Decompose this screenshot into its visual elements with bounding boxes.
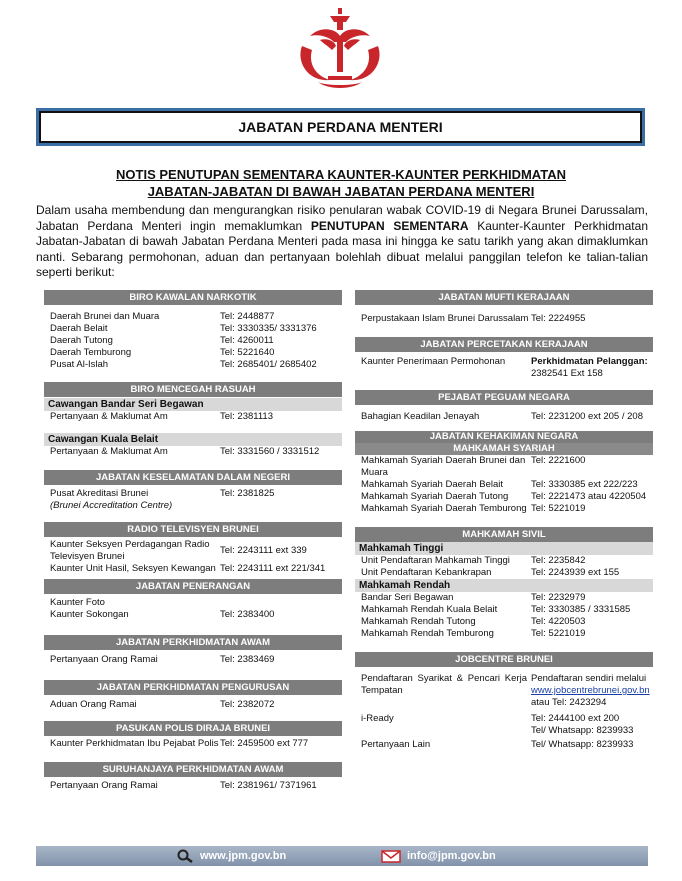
contact-name: Bandar Seri Begawan: [361, 592, 454, 603]
contact-row: [355, 503, 653, 515]
contact-name: Bahagian Keadilan Jenayah: [361, 411, 480, 422]
contact-tel-number: 2382541 Ext 158: [531, 368, 603, 379]
footer-email[interactable]: [381, 850, 496, 863]
contact-tel: Tel: 2381961/ 7371961: [220, 780, 317, 791]
contact-tel: Tel/ Whatsapp: 8239933: [531, 739, 634, 750]
contact-name: Kaunter Perkhidmatan Ibu Pejabat Polis: [50, 738, 219, 749]
section-header-penerangan: JABATAN PENERANGAN: [44, 579, 342, 594]
contact-tel: Tel: 2224955: [531, 313, 586, 324]
section-header-keselamatan: JABATAN KESELAMATAN DALAM NEGERI: [44, 470, 342, 485]
section-header-awam: JABATAN PERKHIDMATAN AWAM: [44, 635, 342, 650]
subsection-rendah: Mahkamah Rendah: [355, 579, 653, 592]
contact-name: i-Ready: [361, 713, 394, 724]
contact-tel: Tel: 5221640: [220, 347, 275, 358]
contact-row: [355, 555, 653, 567]
contact-tel: Tel: 3330385 / 3331585: [531, 604, 631, 615]
contact-tel: Tel: 5221019: [531, 503, 586, 514]
contact-name: Kaunter Seksyen Perdagangan Radio Televisyen Brunei: [50, 539, 210, 562]
notice-body-part1: Dalam usaha membendung dan mengurangkan risiko penularan wabak COVID-19 di Negara Brunei Darussalam, Jabatan Perdana Menteri ingin memaklumkan: [36, 203, 648, 233]
contact-name: Unit Pendaftaran Kebankrapan: [361, 567, 492, 578]
contact-name: Kaunter Unit Hasil, Seksyen Kewangan: [50, 563, 216, 574]
contact-row: [44, 654, 342, 666]
contact-tel: Tel: 2381113: [220, 411, 273, 422]
contact-tel: [531, 713, 653, 737]
contact-row: [355, 411, 653, 423]
contact-name: Pertanyaan Orang Ramai: [50, 780, 158, 791]
contact-row: [44, 347, 342, 359]
contact-name: Kaunter Foto: [50, 597, 105, 608]
contact-row: [44, 699, 342, 711]
contact-name: Pusat Al-Islah: [50, 359, 109, 370]
section-header-rasuah: BIRO MENCEGAH RASUAH: [44, 382, 342, 397]
section-header-rtb: RADIO TELEVISYEN BRUNEI: [44, 522, 342, 537]
department-banner: [36, 108, 645, 146]
footer-website[interactable]: [176, 849, 286, 863]
contact-tel: Tel: 4260011: [220, 335, 274, 346]
contact-row: [355, 455, 653, 479]
contact-row: [44, 411, 342, 423]
contact-name-line1: Pusat Akreditasi Brunei: [50, 488, 149, 499]
contact-tel-text: Pendaftaran sendiri melalui: [531, 673, 647, 684]
contact-tel: Tel: 3330335/ 3331376: [220, 323, 317, 334]
contact-row: [355, 739, 653, 751]
contact-tel: Tel: 2235842: [531, 555, 586, 566]
contact-tel: [531, 356, 653, 380]
subsection-tinggi: Mahkamah Tinggi: [355, 542, 653, 555]
contact-tel-text: Tel/ Whatsapp: 8239933: [531, 725, 634, 736]
contact-row: [44, 563, 342, 575]
contact-tel: Tel: 2383469: [220, 654, 275, 665]
contact-row: [355, 616, 653, 628]
contact-row: [355, 713, 653, 737]
contact-name: Mahkamah Syariah Daerah Tutong: [361, 491, 509, 502]
contact-tel-text: Tel: 2444100 ext 200: [531, 713, 620, 724]
section-header-percetakan: JABATAN PERCETAKAN KERAJAAN: [355, 337, 653, 352]
department-title: JABATAN PERDANA MENTERI: [39, 111, 642, 143]
footer-bar: [36, 846, 648, 866]
contact-row: [44, 537, 342, 563]
notice-body: [36, 203, 648, 281]
left-column: [44, 290, 342, 792]
section-header-suruhanjaya: SURUHANJAYA PERKHIDMATAN AWAM: [44, 762, 342, 777]
subsection-bsb: Cawangan Bandar Seri Begawan: [44, 398, 342, 411]
right-column: [355, 290, 653, 751]
contact-name: Kaunter Penerimaan Permohonan: [361, 356, 506, 367]
section-header-sivil: MAHKAMAH SIVIL: [355, 527, 653, 542]
section-header-peguam: PEJABAT PEGUAM NEGARA: [355, 390, 653, 405]
magnifier-icon: [176, 849, 194, 863]
subsection-kb: Cawangan Kuala Belait: [44, 433, 342, 446]
contact-tel: Tel: 3331560 / 3331512: [220, 446, 320, 457]
contact-name: Mahkamah Syariah Daerah Belait: [361, 479, 504, 490]
contact-tel: Tel: 2381825: [220, 488, 275, 499]
contact-row: [44, 359, 342, 371]
contact-name: Mahkamah Rendah Temburong: [361, 628, 494, 639]
contact-tel: Tel: 3330385 ext 222/223: [531, 479, 638, 490]
section-header-narkotik: BIRO KAWALAN NARKOTIK: [44, 290, 342, 305]
section-header-mufti: JABATAN MUFTI KERAJAAN: [355, 290, 653, 305]
contact-tel: Tel: 2685401/ 2685402: [220, 359, 317, 370]
contact-row: [44, 609, 342, 621]
contact-tel: Tel: 4220503: [531, 616, 586, 627]
contact-name: Mahkamah Rendah Kuala Belait: [361, 604, 498, 615]
contact-tel-text: atau Tel: 2423294: [531, 697, 607, 708]
jobcentre-link[interactable]: www.jobcentrebrunei.gov.bn: [531, 685, 650, 696]
envelope-icon: [381, 850, 401, 863]
contact-row: [355, 673, 653, 709]
contact-row: [44, 597, 342, 609]
contact-tel: [531, 673, 653, 709]
contact-name: Pertanyaan Lain: [361, 739, 431, 750]
contact-tel-label: Perkhidmatan Pelanggan:: [531, 356, 648, 367]
contact-row: [355, 479, 653, 491]
contact-tel: Tel: 2459500 ext 777: [220, 738, 309, 749]
contact-name: Daerah Brunei dan Muara: [50, 311, 160, 322]
notice-body-bold: PENUTUPAN SEMENTARA: [310, 218, 469, 233]
contact-tel: Tel: 2243111 ext 221/341: [220, 563, 326, 574]
contact-row: [44, 335, 342, 347]
footer-website-text[interactable]: www.jpm.gov.bn: [200, 850, 287, 862]
section-header-pengurusan: JABATAN PERKHIDMATAN PENGURUSAN: [44, 680, 342, 695]
contact-name: Pertanyaan & Maklumat Am: [50, 446, 168, 457]
contact-row: [44, 488, 342, 512]
contact-name: [50, 488, 220, 512]
contact-row: [355, 592, 653, 604]
contact-row: [44, 323, 342, 335]
notice-title: [40, 166, 642, 200]
contact-tel: Tel: 5221019: [531, 628, 586, 639]
contact-name: Pendaftaran Syarikat & Pencari Kerja Tempatan: [361, 673, 527, 696]
contact-row: [44, 780, 342, 792]
notice-body-part2: Kaunter-Kaunter Perkhidmatan Jabatan-Jabatan di bawah Jabatan Perdana Menteri pada masa ini hingga ke satu tarikh yang akan dimaklumkan nanti. Sebarang permohonan, aduan dan pertanyaan bolehlah dibuat melalui panggilan telefon ke talian-talian seperti berikut:: [36, 218, 648, 279]
section-header-kehakiman: JABATAN KEHAKIMAN NEGARA: [355, 431, 653, 443]
contact-tel: Tel: 2221473 atau 4220504: [531, 491, 647, 502]
contact-name: Aduan Orang Ramai: [50, 699, 137, 710]
section-header-polis: PASUKAN POLIS DIRAJA BRUNEI: [44, 721, 342, 736]
notice-title-line2: JABATAN-JABATAN DI BAWAH JABATAN PERDANA MENTERI: [147, 184, 535, 199]
contact-row: [44, 446, 342, 458]
footer-email-text[interactable]: info@jpm.gov.bn: [407, 850, 496, 862]
contact-row: [355, 628, 653, 640]
contact-tel: Tel: 2221600: [531, 455, 586, 466]
contact-name: Unit Pendaftaran Mahkamah Tinggi: [361, 555, 510, 566]
contact-tel: Tel: 2243111 ext 339: [220, 545, 307, 556]
contact-tel: Tel: 2231200 ext 205 / 208: [531, 411, 643, 422]
contact-name: Pertanyaan & Maklumat Am: [50, 411, 168, 422]
contact-tel: Tel: 2243939 ext 155: [531, 567, 620, 578]
contact-row: [355, 356, 653, 380]
contact-name: Daerah Belait: [50, 323, 108, 334]
contact-name: Daerah Temburong: [50, 347, 132, 358]
section-header-jobcentre: JOBCENTRE BRUNEI: [355, 652, 653, 667]
contact-row: [355, 491, 653, 503]
contact-row: [44, 311, 342, 323]
contact-name: Daerah Tutong: [50, 335, 113, 346]
contact-name: Mahkamah Rendah Tutong: [361, 616, 476, 627]
contact-name: Mahkamah Syariah Daerah Temburong: [361, 503, 527, 514]
contact-name-line2: (Brunei Accreditation Centre): [50, 500, 173, 511]
contact-row: [355, 604, 653, 616]
contact-name: Kaunter Sokongan: [50, 609, 129, 620]
contact-tel: Tel: 2448877: [220, 311, 275, 322]
contact-row: [44, 738, 342, 750]
contact-tel: Tel: 2232979: [531, 592, 586, 603]
contact-name: Perpustakaan Islam Brunei Darussalam: [361, 313, 529, 324]
contact-tel: Tel: 2382072: [220, 699, 275, 710]
contact-name: Pertanyaan Orang Ramai: [50, 654, 158, 665]
contact-row: [355, 567, 653, 579]
contact-tel: Tel: 2383400: [220, 609, 275, 620]
contact-name: Mahkamah Syariah Daerah Brunei dan Muara: [361, 455, 526, 478]
notice-title-line1: NOTIS PENUTUPAN SEMENTARA KAUNTER-KAUNTER PERKHIDMATAN: [116, 167, 566, 182]
subsection-syariah: MAHKAMAH SYARIAH: [355, 443, 653, 455]
contact-row: [355, 313, 653, 325]
brunei-crest-logo: [290, 6, 390, 94]
